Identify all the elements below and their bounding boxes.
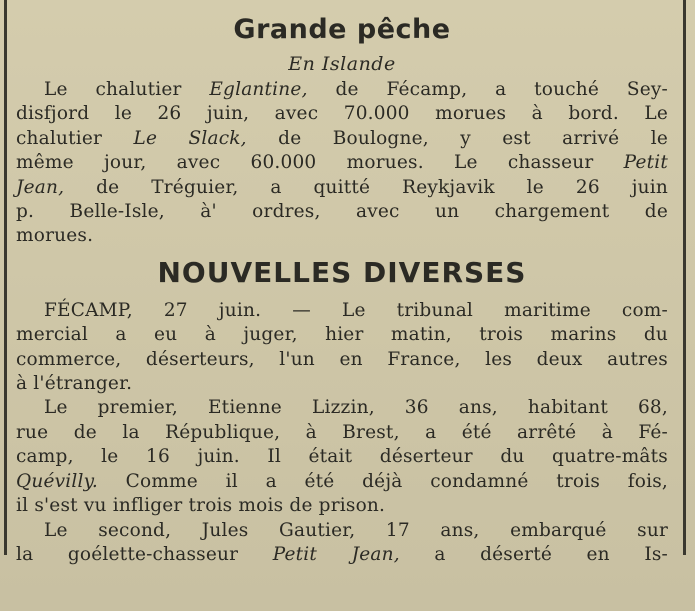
text-segment: mercial a eu à juger, hier matin, trois marins du <box>16 324 668 346</box>
text-segment: chalutier <box>16 127 134 149</box>
text-segment: Le second, Jules Gautier, 17 ans, embarqué sur <box>44 519 668 541</box>
text-segment: rue de la République, à Brest, a été arrêté à Fé- <box>16 421 668 443</box>
text-line <box>16 421 668 445</box>
news-paragraph <box>16 519 668 568</box>
news-paragraph <box>16 299 668 397</box>
text-line <box>16 176 668 200</box>
text-segment: de Boulogne, y est arrivé le <box>246 127 668 149</box>
text-line <box>16 494 668 518</box>
text-line <box>16 102 668 126</box>
text-line <box>16 299 668 323</box>
text-segment: il s'est vu infliger trois mois de prison. <box>16 495 386 517</box>
italic-text: Eglantine, <box>209 79 308 100</box>
column-rule-right <box>683 0 686 555</box>
text-line <box>16 543 668 567</box>
text-segment: Le chalutier <box>44 79 210 100</box>
text-segment: a déserté en Is- <box>399 543 668 565</box>
text-segment: de Fécamp, a touché Sey- <box>307 79 668 100</box>
text-line <box>16 396 668 420</box>
text-segment: à l'étranger. <box>16 373 133 395</box>
text-line <box>16 519 668 543</box>
text-line <box>16 470 668 494</box>
text-segment: la goélette-chasseur <box>16 543 273 565</box>
text-line <box>16 127 668 151</box>
text-segment: p. Belle-Isle, à' ordres, avec un chargement de <box>16 201 668 223</box>
text-segment: de Tréguier, a quitté Reykjavik le 26 juin <box>64 176 668 198</box>
italic-text: Petit <box>623 152 668 174</box>
news-paragraph <box>16 396 668 518</box>
column-rule-left <box>4 0 7 555</box>
text-segment: FÉCAMP, 27 juin. — Le tribunal maritime com- <box>44 299 668 321</box>
text-segment: morues. <box>16 225 94 247</box>
text-segment: disfjord le 26 juin, avec 70.000 morues à bord. Le <box>16 103 668 125</box>
text-line <box>16 323 668 347</box>
italic-text: Quévilly. <box>16 470 98 492</box>
article-subtitle: En Islande <box>288 53 396 75</box>
article-title: Grande pêche <box>233 14 451 45</box>
section-heading: NOUVELLES DIVERSES <box>157 255 527 289</box>
italic-text: Le Slack, <box>133 127 247 149</box>
text-segment: Comme il a été déjà condamné trois fois, <box>97 470 668 492</box>
text-segment: même jour, avec 60.000 morues. Le chasseur <box>16 152 624 174</box>
text-line <box>16 224 668 248</box>
text-line <box>16 151 668 175</box>
text-line <box>16 445 668 469</box>
text-line <box>16 200 668 224</box>
italic-text: Petit Jean, <box>272 543 400 565</box>
news-column <box>16 6 668 567</box>
text-segment: commerce, déserteurs, l'un en France, les deux autres <box>16 348 668 370</box>
article-paragraph <box>16 78 668 249</box>
text-line <box>16 78 668 102</box>
text-line <box>16 372 668 396</box>
text-segment: camp, le 16 juin. Il était déserteur du quatre-mâts <box>16 446 668 468</box>
italic-text: Jean, <box>16 176 65 198</box>
text-line <box>16 348 668 372</box>
text-segment: Le premier, Etienne Lizzin, 36 ans, habitant 68, <box>44 397 668 419</box>
